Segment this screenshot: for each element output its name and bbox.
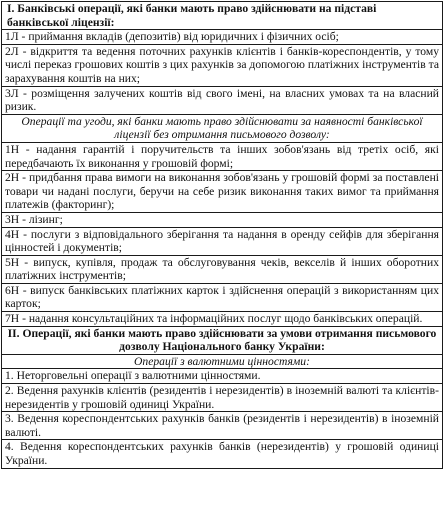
list-item: 2. Ведення рахунків клієнтів (резидентів і нерезидентів) в іноземній валюті та клієнтів-нерезидентів у грошовій одиниці України.	[2, 384, 443, 412]
banking-operations-table	[1, 1, 443, 469]
section-1-heading: І. Банківські операції, які банки мають право здійснювати на підставі банківської ліцензії:	[2, 2, 443, 30]
list-item: 1. Неторговельні операції з валютними цінностями.	[2, 369, 443, 384]
table-row	[2, 384, 443, 412]
list-item: 2Л - відкриття та ведення поточних рахунків клієнтів і банків-кореспондентів, у тому числі переказ грошових коштів з цих рахунків за допомогою платіжних інструментів та зарахування коштів на них;	[2, 44, 443, 86]
table-row	[2, 255, 443, 283]
list-item: 4Н - послуги з відповідального зберігання та надання в оренду сейфів для зберігання цінностей і документів;	[2, 227, 443, 255]
list-item: 6Н - випуск банківських платіжних карток і здійснення операцій з використанням цих карток;	[2, 283, 443, 311]
list-item: 7Н - надання консультаційних та інформаційних послуг щодо банківських операцій.	[2, 312, 443, 327]
list-item: 3Л - розміщення залучених коштів від свого імені, на власних умовах та на власний ризик.	[2, 86, 443, 114]
table-row	[2, 412, 443, 440]
table-row	[2, 212, 443, 227]
table-row	[2, 142, 443, 170]
list-item: 3. Ведення кореспондентських рахунків банків (резидентів і нерезидентів) в іноземній валюті.	[2, 412, 443, 440]
table-row	[2, 312, 443, 327]
list-item: 4. Ведення кореспондентських рахунків банків (нерезидентів) у грошовій одиниці України.	[2, 440, 443, 468]
table-row	[2, 86, 443, 114]
table-row	[2, 114, 443, 142]
table-row	[2, 171, 443, 213]
list-item: 5Н - випуск, купівля, продаж та обслуговування чеків, векселів й інших оборотних платіжних інструментів;	[2, 255, 443, 283]
table-row	[2, 30, 443, 45]
list-item: 1Л - приймання вкладів (депозитів) від юридичних і фізичних осіб;	[2, 30, 443, 45]
list-item: 1Н - надання гарантій і поручительств та інших зобов'язань від третіх осіб, які передбачають їх виконання у грошовій формі;	[2, 142, 443, 170]
list-item: 3Н - лізинг;	[2, 212, 443, 227]
table-row	[2, 326, 443, 354]
table-row	[2, 227, 443, 255]
table-row	[2, 354, 443, 369]
table-row	[2, 369, 443, 384]
currency-operations-subheading: Операції з валютними цінностями:	[2, 354, 443, 369]
table-row	[2, 44, 443, 86]
list-item: 2Н - придбання права вимоги на виконання зобов'язань у грошовій формі за поставлені товари чи надані послуги, беручи на себе ризик виконання таких вимог та приймання платежів (факторинг);	[2, 171, 443, 213]
table-row	[2, 2, 443, 30]
table-row	[2, 283, 443, 311]
operations-without-permit-heading: Операції та угоди, які банки мають право здійснювати за наявності банківської ліцензії без отримання письмового дозволу:	[2, 114, 443, 142]
section-2-heading: ІІ. Операції, які банки мають право здійснювати за умови отримання письмового дозволу Національного банку України:	[2, 326, 443, 354]
table-row	[2, 440, 443, 468]
